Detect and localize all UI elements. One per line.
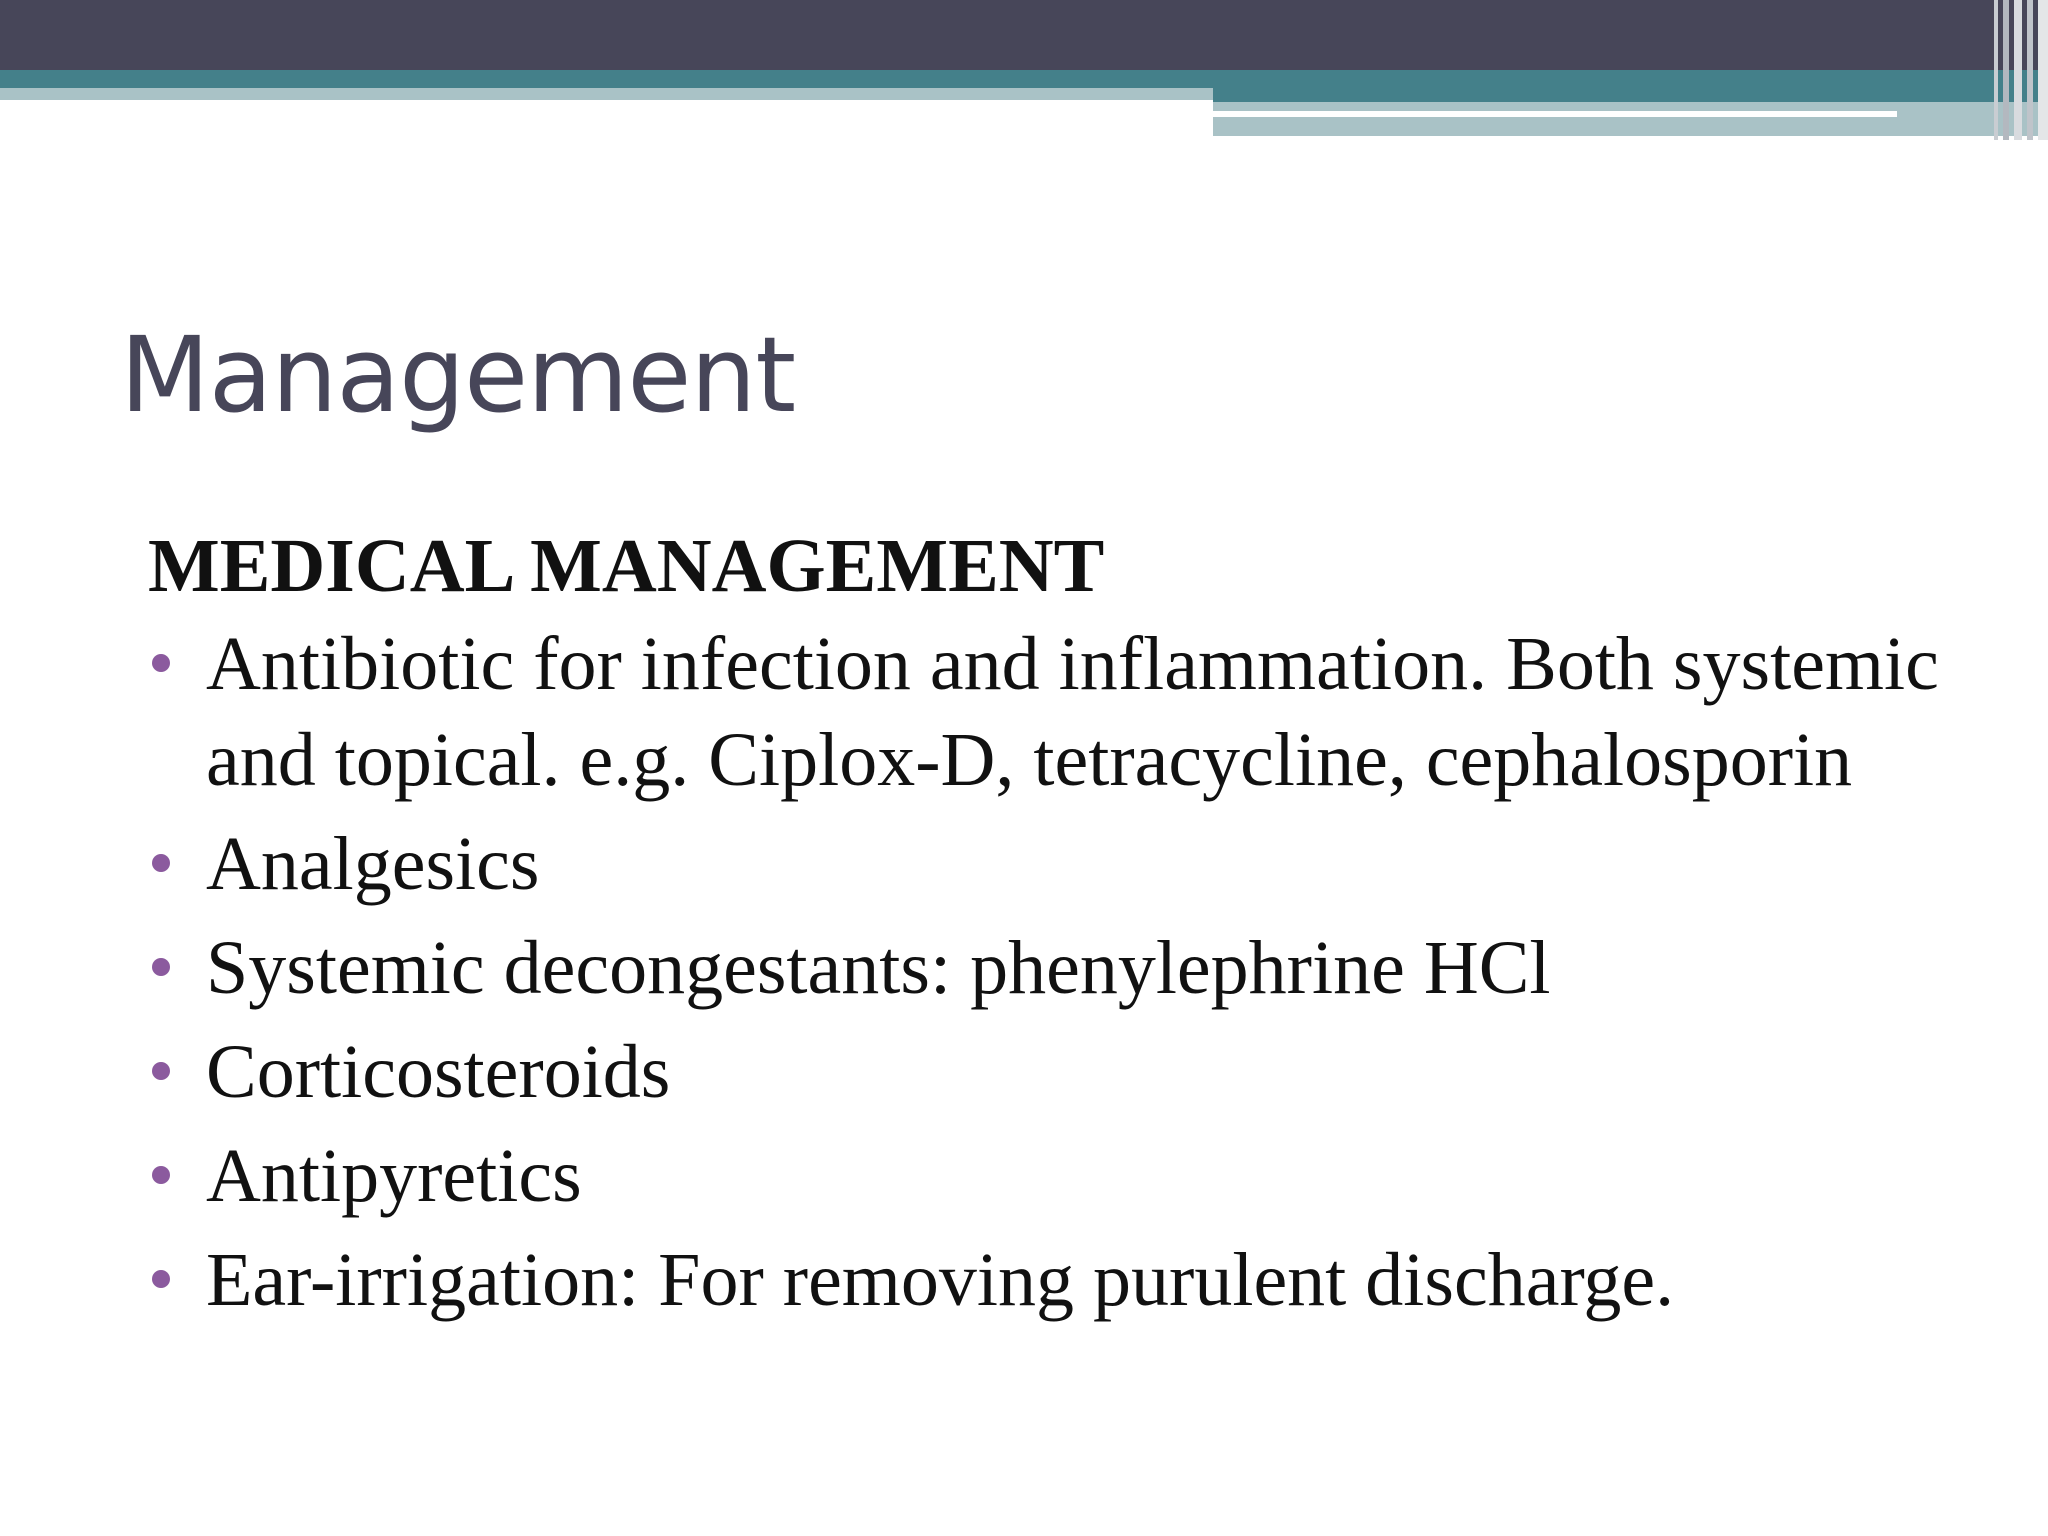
header-stripe [1994, 0, 1998, 140]
bullet-icon [152, 958, 170, 976]
header-accent-line-short [1213, 136, 1653, 142]
bullet-icon [152, 1166, 170, 1184]
list-item-text: Antibiotic for infection and inflammation. Both systemic and topical. e.g. Ciplox-D, tetracycline, cephalosporin [206, 622, 1939, 802]
list-item-text: Ear-irrigation: For removing purulent discharge. [206, 1238, 1675, 1322]
header-stripe [2003, 0, 2009, 140]
slide-body [148, 516, 2008, 1336]
bullet-list [148, 616, 2008, 1328]
bullet-icon [152, 1062, 170, 1080]
list-item [148, 1128, 2008, 1224]
list-item-text: Systemic decongestants: phenylephrine HCl [206, 926, 1551, 1010]
bullet-icon [152, 854, 170, 872]
list-item [148, 616, 2008, 808]
section-heading: MEDICAL MANAGEMENT [148, 524, 1105, 608]
header-stripe [2038, 0, 2048, 140]
list-item-text: Antipyretics [206, 1134, 582, 1218]
list-item [148, 816, 2008, 912]
list-item-text: Corticosteroids [206, 1030, 671, 1114]
list-item-text: Analgesics [206, 822, 540, 906]
header-band-light-right [1213, 102, 2048, 136]
list-item [148, 1024, 2008, 1120]
list-item [148, 920, 2008, 1016]
header-band-dark [0, 0, 2048, 70]
header-stripe [2027, 0, 2033, 140]
slide-title: Management [120, 314, 796, 436]
header-band-teal-right [1213, 70, 2048, 102]
header-band-teal-left [0, 70, 1213, 88]
header-stripes [1986, 0, 2048, 140]
header-band-light-left [0, 88, 1213, 100]
bullet-icon [152, 654, 170, 672]
bullet-icon [152, 1270, 170, 1288]
header-stripe [2014, 0, 2022, 140]
header-accent-line [1213, 111, 1897, 117]
list-item [148, 1232, 2008, 1328]
